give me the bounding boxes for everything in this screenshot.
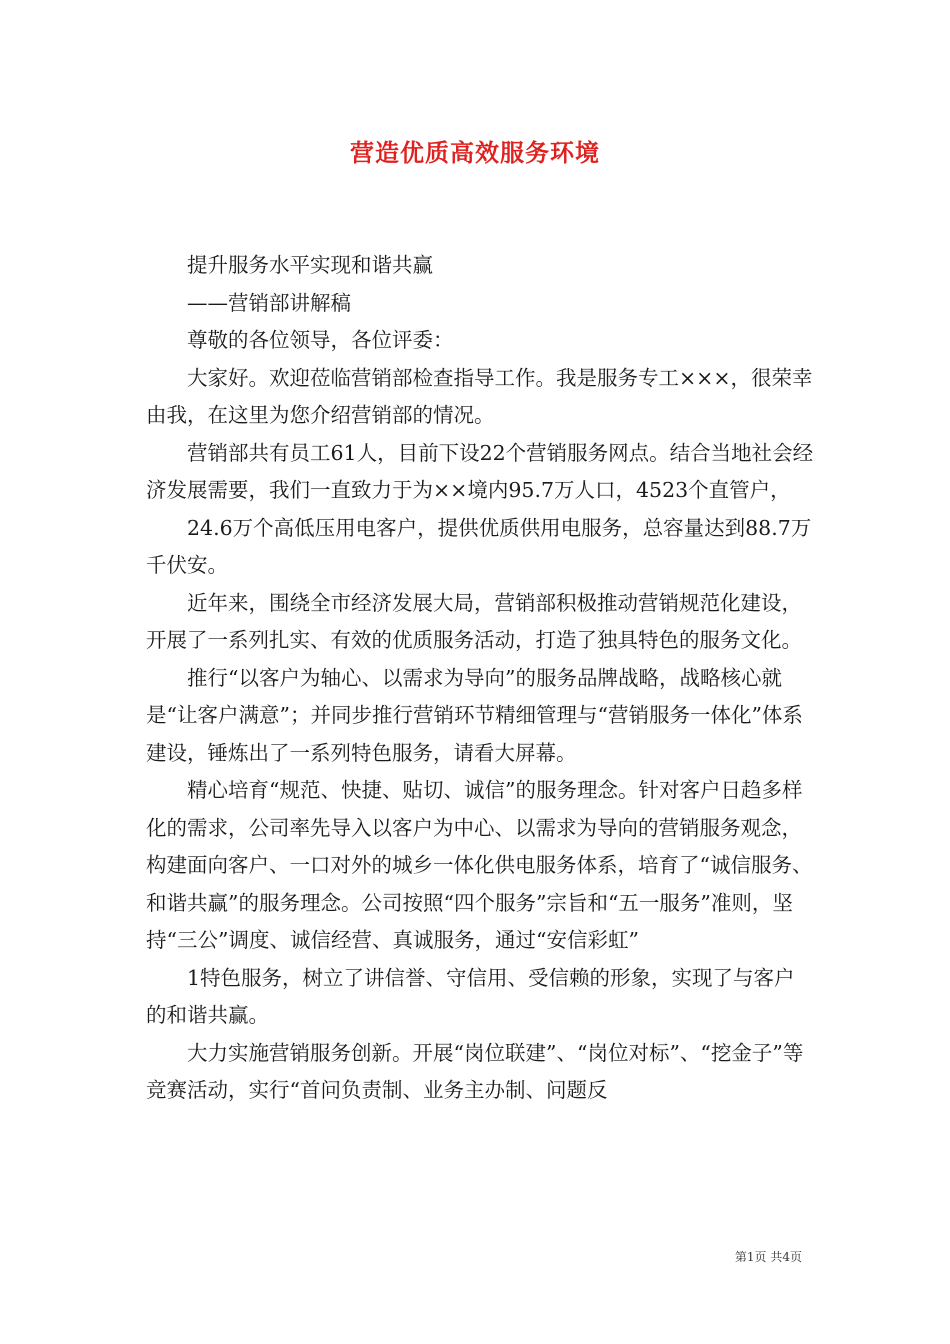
paragraph: 大力实施营销服务创新。开展“岗位联建”、“岗位对标”、“挖金子”等竞赛活动，实行“首问负责制、业务主办制、问题反 bbox=[146, 1040, 804, 1102]
paragraph: 近年来，围绕全市经济发展大局，营销部积极推动营销规范化建设，开展了一系列扎实、有效的优质服务活动，打造了独具特色的服务文化。 bbox=[146, 590, 802, 652]
paragraph: 1特色服务，树立了讲信誉、守信用、受信赖的形象，实现了与客户的和谐共赢。 bbox=[146, 965, 795, 1027]
paragraph: 大家好。欢迎莅临营销部检查指导工作。我是服务专工×××，很荣幸由我，在这里为您介绍营销部的情况。 bbox=[146, 365, 813, 427]
paragraph-salutation: 尊敬的各位领导，各位评委： bbox=[187, 328, 454, 352]
paragraph-byline: ——营销部讲解稿 bbox=[187, 290, 351, 315]
document-body bbox=[146, 247, 814, 1110]
document-title: 营造优质高效服务环境 bbox=[350, 138, 600, 167]
paragraph: 营销部共有员工61人，目前下设22个营销服务网点。结合当地社会经济发展需要，我们一直致力于为××境内95.7万人口，4523个直管户， bbox=[146, 440, 814, 502]
paragraph: 精心培育“规范、快捷、贴切、诚信”的服务理念。针对客户日趋多样化的需求，公司率先导入以客户为中心、以需求为导向的营销服务观念，构建面向客户、一口对外的城乡一体化供电服务体系，培育了“诚信服务、和谐共赢”的服务理念。公司按照“四个服务”宗旨和“五一服务”准则，坚持“三公”调度、诚信经营、真诚服务，通过“安信彩虹” bbox=[146, 778, 813, 952]
paragraph-subtitle: 提升服务水平实现和谐共赢 bbox=[187, 253, 433, 277]
paragraph: 24.6万个高低压用电客户，提供优质供用电服务，总容量达到88.7万千伏安。 bbox=[146, 515, 812, 577]
page-number: 第1页 共4页 bbox=[734, 1250, 802, 1264]
paragraph: 推行“以客户为轴心、以需求为导向”的服务品牌战略，战略核心就是“让客户满意”；并同步推行营销环节精细管理与“营销服务一体化”体系建设，锤炼出了一系列特色服务，请看大屏幕。 bbox=[146, 665, 803, 765]
